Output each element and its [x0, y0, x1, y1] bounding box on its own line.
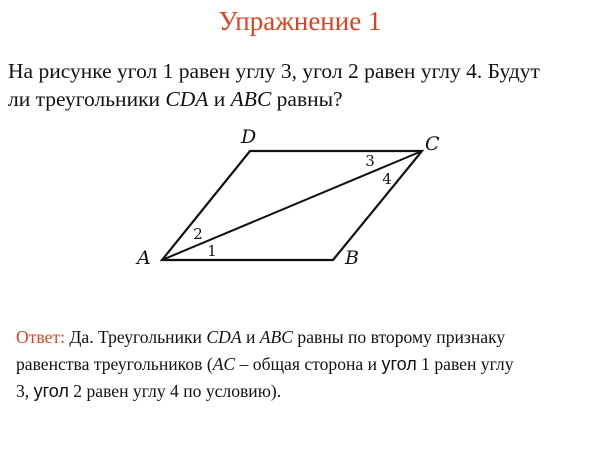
angle-label-1: 1	[207, 242, 217, 260]
question-text-part: равны?	[271, 87, 343, 111]
triangle-abc-label: ABC	[259, 327, 294, 347]
angle-label-3: 3	[365, 152, 375, 170]
question-text-part: ли треугольники	[8, 87, 166, 111]
answer-text	[16, 324, 600, 405]
angle-label-4: 4	[382, 170, 392, 188]
question-text-part: и	[208, 87, 231, 111]
answer-text-part: 2 равен углу 4 по условию).	[68, 381, 282, 401]
vertex-label-c: C	[425, 133, 440, 155]
answer-text-part: – общая сторона и	[235, 354, 382, 374]
vertex-label-a: A	[137, 247, 151, 269]
answer-label: Ответ:	[16, 327, 65, 347]
answer-text-part: угол	[33, 381, 69, 401]
triangle-abc-label: ABC	[230, 87, 272, 111]
triangle-cda-label: CDA	[206, 327, 242, 347]
diagonal-ac	[162, 151, 422, 260]
answer-text-part: равны по второму признаку	[293, 327, 506, 347]
triangle-cda-label: CDA	[165, 87, 209, 111]
side-ac-label: AC	[212, 354, 236, 374]
question-line-1: На рисунке угол 1 равен углу 3, угол 2 равен углу 4. Будут	[8, 59, 540, 83]
answer-line-3	[16, 378, 600, 405]
answer-text-part: угол	[381, 354, 417, 374]
answer-text-part: Да. Треугольники	[64, 327, 207, 347]
angle-label-2: 2	[193, 225, 203, 243]
vertex-label-b: B	[345, 247, 359, 269]
vertex-label-d: D	[241, 126, 257, 148]
answer-text-part: равенства треугольников (	[16, 354, 213, 374]
answer-line-1	[16, 324, 600, 351]
slide-title: Упражнение 1	[218, 6, 382, 36]
answer-text-part: 1 равен углу	[416, 354, 514, 374]
answer-line-2	[16, 351, 600, 378]
answer-text-part: и	[241, 327, 260, 347]
answer-text-part: 3,	[16, 381, 34, 401]
